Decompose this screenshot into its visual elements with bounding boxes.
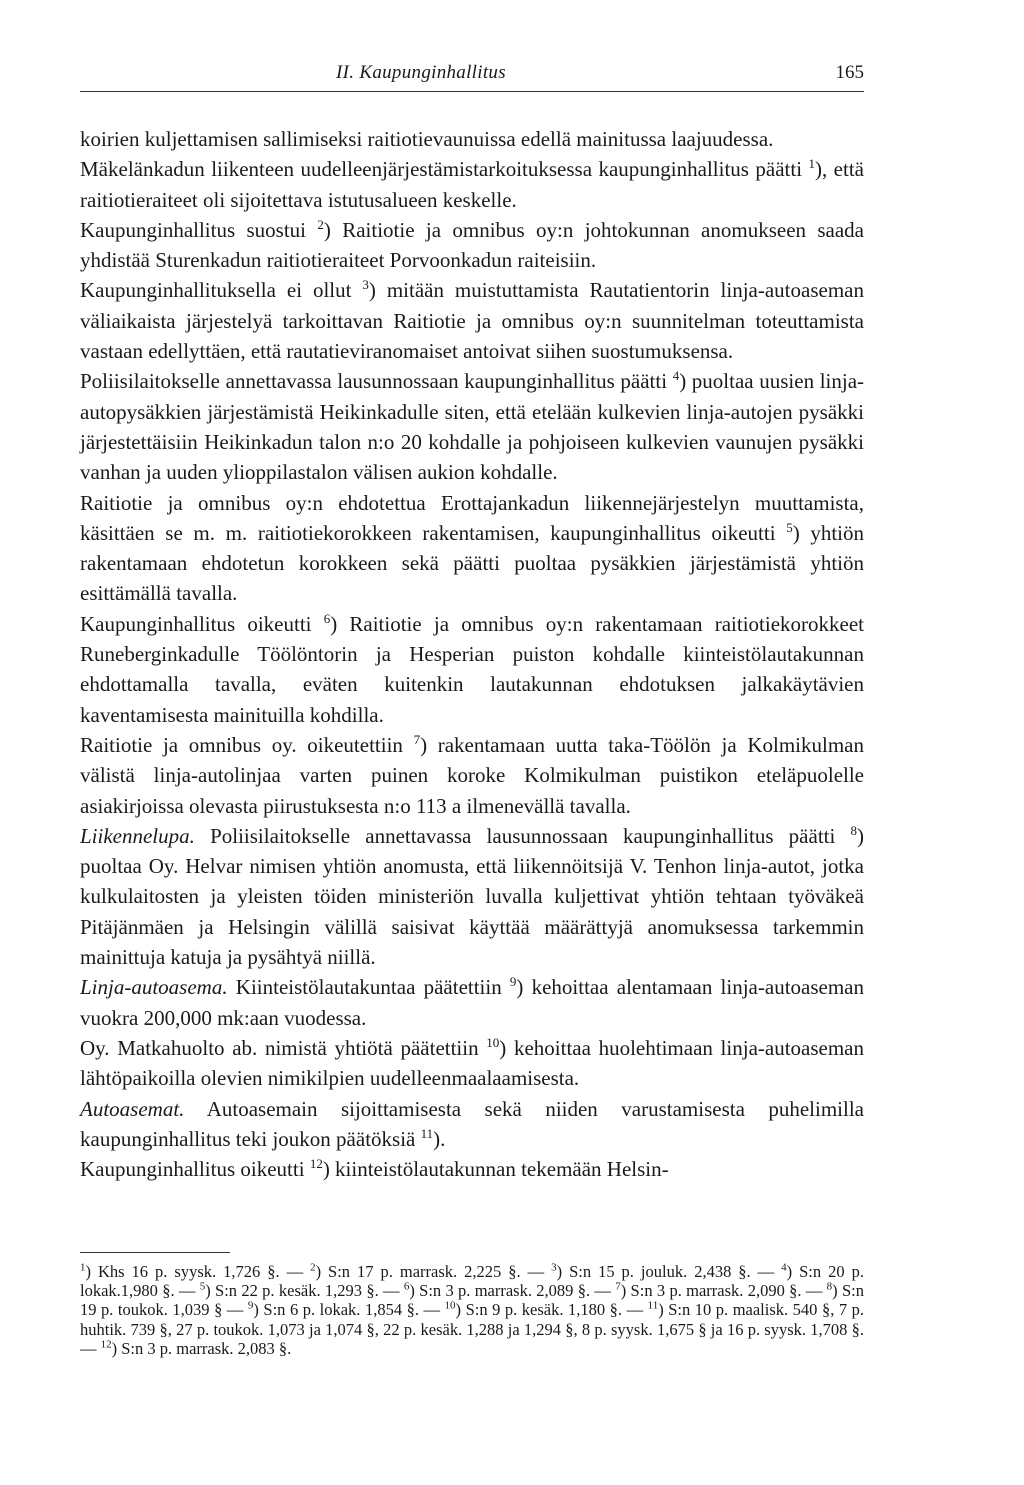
footnote-ref: 3 [362, 277, 369, 293]
footnote-ref: 8 [850, 822, 857, 838]
footnote-marker: 11 [647, 1299, 659, 1312]
footnote-marker: 12 [100, 1338, 112, 1351]
header-rule [80, 91, 864, 92]
paragraph: Kaupunginhallitus oikeutti $^{12}$) kiinteistölautakunnan tekemään Helsin- [80, 1156, 669, 1182]
running-header [80, 62, 864, 92]
paragraph: Kaupunginhallituksella ei ollut $^3$) mitään muistuttamista Rautatientorin linja-autoaseman väliaikaista järjestelyä tarkoittavan Raitiotie ja omnibus oy:n suunnitelman toteuttamista vastaan edellyttäen, että rautatieviranomaiset antoivat siihen suostumuksensa. [80, 277, 864, 364]
footnote-marker: 6 [403, 1280, 410, 1293]
footnote-marker: 4 [781, 1261, 787, 1274]
footnote-marker: 3 [551, 1261, 557, 1274]
paragraph: koirien kuljettamisen sallimiseksi raitiotievaunuissa edellä mainitussa laajuudessa. [80, 127, 774, 151]
footnotes: $^1$) Khs 16 p. syysk. 1,726 §. — $^2$) S:n 17 p. marrask. 2,225 §. — $^3$) S:n 15 p. jouluk. 2,438 §. — $^4$) S:n 20 p. lokak.1,980 §. — $^5$) S:n 22 p. kesäk. 1,293 §. — $^6$) S:n 3 p. marrask. 2,089 §. — $^7$) S:n 3 p. marrask. 2,090 §. — $^8$) S:n 19 p. toukok. 1,039 § — $^9$) S:n 6 p. lokak. 1,854 §. — $^{10}$) S:n 9 p. kesäk. 1,180 §. — $^{11}$) S:n 10 p. maalisk. 540 §, 7 p. huhtik. 739 §, 27 p. toukok. 1,073 ja 1,074 §, 22 p. kesäk. 1,288 ja 1,294 §, 8 p. syysk. 1,675 § ja 16 p. syysk. 1,708 §. — $^{12}$) S:n 3 p. marrask. 2,083 §. [80, 1261, 865, 1358]
paragraph: Mäkelänkadun liikenteen uudelleenjärjestämistarkoituksessa kaupunginhallitus päätti $^1$), että raitiotieraiteet oli sijoitettava istutusalueen keskelle. [80, 156, 864, 212]
footnote-ref: 5 [786, 519, 793, 535]
body-text [80, 124, 864, 1184]
footnote-ref: 7 [413, 731, 421, 747]
footnote-ref: 12 [309, 1156, 323, 1172]
paragraph: Kaupunginhallitus suostui $^2$) Raitiotie ja omnibus oy:n johtokunnan anomukseen saada yhdistää Sturenkadun raitiotieraiteet Porvoonkadun raiteisiin. [80, 216, 864, 273]
footnote-marker: 5 [199, 1280, 206, 1293]
footnote-rule [80, 1252, 230, 1253]
footnote-ref: 1 [808, 156, 815, 172]
section-lead: Autoasemat. [80, 1096, 185, 1121]
footnote-marker: 8 [826, 1280, 833, 1293]
footnote-marker: 2 [310, 1261, 316, 1274]
paragraph: Kaupunginhallitus oikeutti $^6$) Raitiotie ja omnibus oy:n rakentamaan raitiotiekorokkeet Runeberginkadulle Töölöntorin ja Hesperian puiston kohdalle kiinteistölautakunnan ehdottamalla tavalla, eväten kuitenkin lautakunnan ehdotuksen jalkakäytävien kaventamisesta mainituilla kohdilla. [80, 610, 864, 727]
footnote-marker: 7 [615, 1280, 621, 1293]
paragraph: Linja-autoasema. Kiinteistölautakuntaa päätettiin $^9$) kehoittaa alentamaan linja-autoaseman vuokra 200,000 mk:aan vuodessa. [80, 974, 864, 1030]
paragraph: Autoasemat. Autoasemain sijoittamisesta sekä niiden varustamisesta puhelimilla kaupunginhallitus teki joukon päätöksiä $^{11}$). [80, 1096, 864, 1151]
footnote-ref: 11 [420, 1125, 434, 1141]
paragraph: Liikennelupa. Poliisilaitokselle annettavassa lausunnossaan kaupunginhallitus päätti $^8$) puoltaa Oy. Helvar nimisen yhtiön anomusta, että liikennöitsijä V. Tenhon linja-autot, jotka kulkulaitosten ja yleisten töiden ministeriön luvalla kuljettivat yhtiön tehtaan työväkeä Pitäjänmäen ja Helsingin välillä saisivat käyttää määrättyjä anomuksessa tarkemmin mainittuja katuja ja pysähtyä niillä. [80, 822, 864, 970]
footnote-marker: 9 [247, 1299, 254, 1312]
paragraph: Raitiotie ja omnibus oy. oikeutettiin $^7$) rakentamaan uutta taka-Töölön ja Kolmikulman välistä linja-autolinjaa varten puinen koroke Kolmikulman puistikon eteläpuolelle asiakirjoissa olevasta piirustuksesta n:o 113 a ilmenevällä tavalla. [80, 731, 864, 818]
paragraph: Raitiotie ja omnibus oy:n ehdotettua Erottajankadun liikennejärjestelyn muuttamista, käsittäen se m. m. raitiotiekorokkeen rakentamisen, kaupunginhallitus oikeutti $^5$) yhtiön rakentamaan ehdotetun korokkeen sekä päätti puoltaa pysäkkien järjestämistä yhtiön esittämällä tavalla. [80, 490, 864, 606]
paragraph: Poliisilaitokselle annettavassa lausunnossaan kaupunginhallitus päätti $^4$) puoltaa uusien linja-autopysäkkien järjestämistä Heikinkadulle siten, että etelään kulkevien linja-autojen pysäkki järjestettäisiin Heikinkadun talon n:o 20 kohdalle ja pohjoiseen kulkevien vaunujen pysäkki vanhan ja uuden ylioppilastalon välisen aukion kohdalle. [80, 368, 865, 485]
running-title: II. Kaupunginhallitus [336, 62, 506, 83]
footnote-ref: 2 [317, 216, 324, 232]
section-lead: Linja-autoasema. [80, 975, 228, 1000]
footnote-ref: 10 [486, 1034, 500, 1050]
section-lead: Liikennelupa. [80, 823, 195, 848]
footnote-ref: 4 [672, 368, 680, 384]
footnote-marker: 10 [444, 1299, 456, 1312]
page-number: 165 [835, 62, 864, 83]
footnote-ref: 9 [509, 974, 517, 990]
paragraph: Oy. Matkahuolto ab. nimistä yhtiötä päätettiin $^{10}$) kehoittaa huolehtimaan linja-autoaseman lähtöpaikoilla olevien nimikilpien uudelleenmaalaamisesta. [80, 1034, 865, 1091]
footnote-ref: 6 [323, 610, 331, 626]
footnote-marker: 1 [80, 1261, 86, 1274]
